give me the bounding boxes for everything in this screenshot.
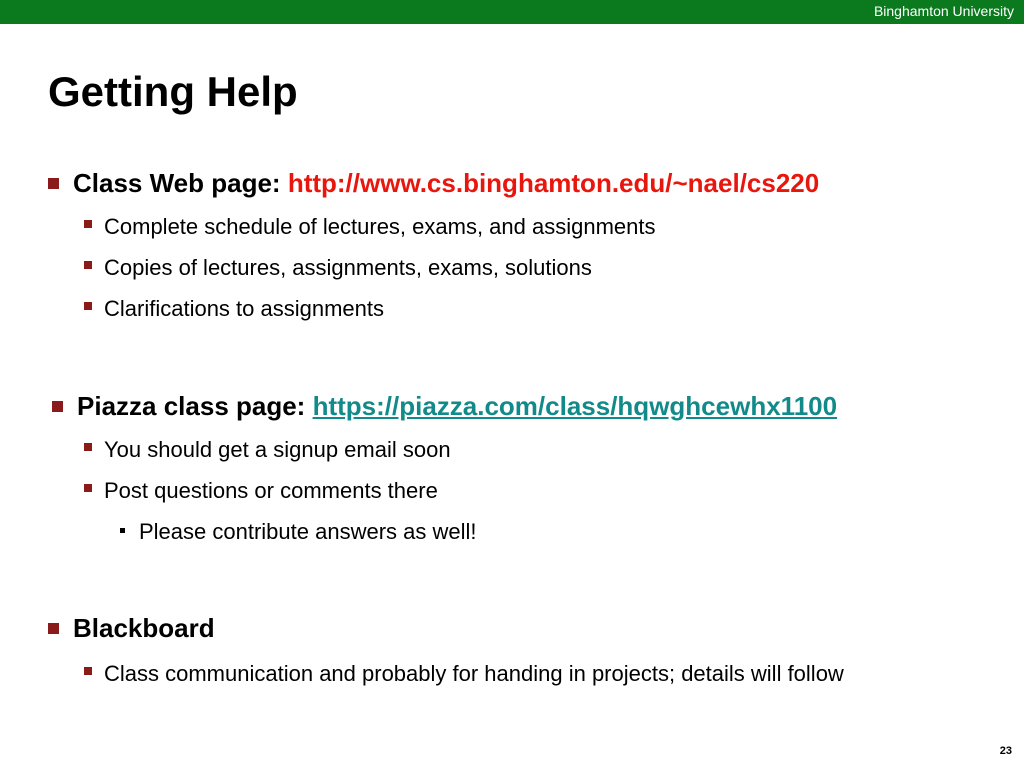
sub-bullet-text: Copies of lectures, assignments, exams, solutions	[104, 255, 592, 280]
sub-bullet-text: Class communication and probably for handing in projects; details will follow	[104, 661, 844, 686]
bullet-label: Class Web page:	[73, 168, 288, 198]
square-bullet-icon	[84, 667, 92, 675]
university-name: Binghamton University	[873, 3, 1014, 19]
sub-bullet-text: Post questions or comments there	[104, 478, 438, 503]
sub-bullet	[84, 255, 592, 281]
sub-bullet-text: You should get a signup email soon	[104, 437, 451, 462]
sub-bullet-text: Complete schedule of lectures, exams, and assignments	[104, 214, 656, 239]
slide-title: Getting Help	[48, 68, 298, 115]
square-bullet-icon	[48, 178, 59, 189]
bullet-label: Piazza class page:	[77, 391, 313, 421]
slide-number: 23	[999, 745, 1012, 757]
header-banner	[0, 0, 1024, 24]
square-bullet-icon	[52, 401, 63, 412]
bullet-class-web-page	[48, 168, 819, 198]
square-bullet-icon	[84, 484, 92, 492]
square-bullet-icon	[84, 443, 92, 451]
sub-bullet	[84, 214, 656, 240]
small-square-bullet-icon	[120, 528, 125, 533]
square-bullet-icon	[48, 623, 59, 634]
class-web-url: http://www.cs.binghamton.edu/~nael/cs220	[287, 168, 820, 198]
bullet-blackboard	[48, 613, 215, 643]
piazza-link[interactable]: https://piazza.com/class/hqwghcewhx1100	[312, 391, 838, 421]
bullet-piazza	[52, 391, 837, 421]
sub-bullet	[84, 478, 438, 504]
square-bullet-icon	[84, 220, 92, 228]
square-bullet-icon	[84, 302, 92, 310]
square-bullet-icon	[84, 261, 92, 269]
sub-bullet	[84, 296, 384, 322]
sub-sub-bullet-text: Please contribute answers as well!	[139, 519, 477, 544]
sub-bullet	[84, 437, 451, 463]
sub-sub-bullet	[120, 519, 477, 545]
bullet-label: Blackboard	[73, 613, 215, 643]
sub-bullet-text: Clarifications to assignments	[104, 296, 385, 321]
sub-bullet	[84, 658, 944, 690]
